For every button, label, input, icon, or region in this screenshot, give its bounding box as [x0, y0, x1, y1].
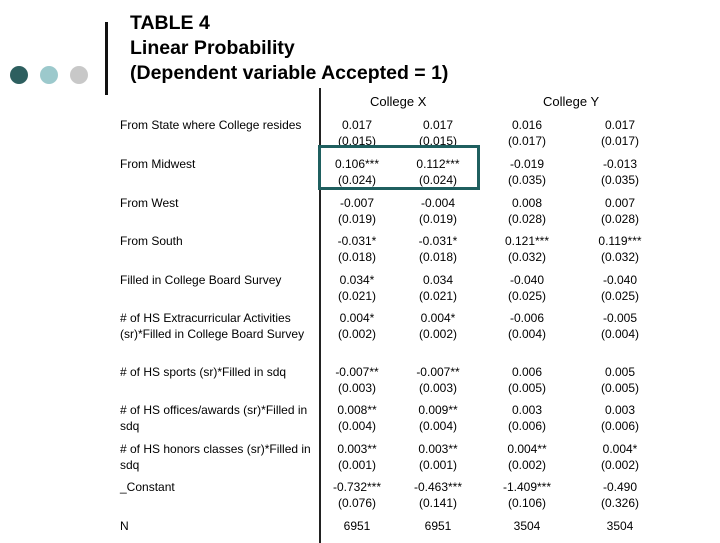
coefficient: 0.004** [507, 442, 547, 456]
coefficient: 0.121*** [504, 234, 550, 248]
row-label: From South [120, 234, 183, 248]
std-error: (0.003) [337, 381, 377, 395]
table-cell [317, 402, 397, 434]
table-cell [317, 195, 397, 227]
table-cell [398, 233, 478, 265]
row-label: # of HS honors classes (sr)*Filled in sdq [120, 442, 311, 472]
coefficient: 0.112*** [416, 157, 460, 171]
std-error: (0.019) [337, 212, 377, 226]
table-cell [487, 479, 567, 511]
std-error: (0.028) [600, 212, 640, 226]
coefficient: -0.019 [509, 157, 545, 171]
table-cell [487, 518, 567, 534]
std-error: (0.021) [418, 289, 458, 303]
std-error: (0.024) [418, 173, 458, 187]
table-cell [580, 364, 660, 396]
highlight-box [318, 145, 480, 190]
row-label: From Midwest [120, 157, 196, 171]
coefficient: -0.031* [418, 234, 458, 248]
coefficient: 0.017 [604, 118, 636, 132]
coefficient: -0.013 [602, 157, 638, 171]
coefficient: 0.034 [422, 273, 454, 287]
coefficient: -0.732*** [332, 480, 382, 494]
coefficient: -0.031* [337, 234, 377, 248]
coefficient: 0.034* [339, 273, 375, 287]
std-error: (0.001) [418, 458, 458, 472]
coefficient: 0.008 [511, 196, 543, 210]
coefficient: -0.040 [509, 273, 545, 287]
std-error: (0.017) [600, 134, 640, 148]
coefficient: 0.004* [339, 311, 375, 325]
row-label: From West [120, 196, 179, 210]
std-error: (0.015) [337, 134, 377, 148]
std-error: (0.005) [507, 381, 547, 395]
table-cell [317, 272, 397, 304]
coefficient: -0.463*** [413, 480, 463, 494]
row-label: # of HS Extracurricular Activities (sr)*Filled in College Board Survey [120, 311, 305, 341]
table-cell [487, 364, 567, 396]
std-error: (0.141) [418, 496, 458, 510]
std-error: (0.002) [418, 327, 458, 341]
std-error: (0.004) [418, 419, 458, 433]
coefficient: 0.004* [602, 442, 638, 456]
std-error: (0.326) [600, 496, 640, 510]
coefficient: 3504 [513, 519, 541, 533]
column-header-college-x: College X [370, 94, 427, 109]
coefficient: -0.007** [416, 365, 460, 379]
coefficient: -1.409*** [502, 480, 552, 494]
table-cell [487, 156, 567, 188]
table-cell [580, 518, 660, 534]
table-cell [317, 479, 397, 511]
table-cell [580, 479, 660, 511]
title-line: (Dependent variable Accepted = 1) [130, 62, 449, 84]
table-cell [487, 441, 567, 473]
table-cell [580, 441, 660, 473]
coefficient: -0.006 [509, 311, 545, 325]
coefficient: -0.040 [602, 273, 638, 287]
table-cell [317, 441, 397, 473]
coefficient: 0.008** [337, 403, 377, 417]
std-error: (0.032) [507, 250, 547, 264]
table-cell [317, 518, 397, 534]
coefficient: -0.005 [602, 311, 638, 325]
std-error: (0.076) [337, 496, 377, 510]
table-cell [398, 402, 478, 434]
coefficient: 3504 [606, 519, 634, 533]
table-cell [580, 117, 660, 149]
std-error: (0.004) [337, 419, 377, 433]
table-cell [398, 272, 478, 304]
title-divider [105, 22, 108, 95]
std-error: (0.024) [337, 173, 377, 187]
table-cell [398, 441, 478, 473]
table-cell [487, 195, 567, 227]
coefficient: 0.006 [511, 365, 543, 379]
std-error: (0.006) [507, 419, 547, 433]
coefficient: 0.016 [511, 118, 543, 132]
coefficient: 6951 [424, 519, 452, 533]
table-cell [487, 310, 567, 342]
table-cell [487, 272, 567, 304]
table-cell [398, 195, 478, 227]
std-error: (0.035) [600, 173, 640, 187]
table-cell [487, 402, 567, 434]
row-label: # of HS sports (sr)*Filled in sdq [120, 365, 287, 379]
coefficient: -0.490 [602, 480, 638, 494]
std-error: (0.025) [600, 289, 640, 303]
coefficient: 0.003 [511, 403, 543, 417]
bullet-dot-2 [40, 66, 58, 84]
table-cell [317, 364, 397, 396]
coefficient: 0.003 [604, 403, 636, 417]
table-cell [398, 479, 478, 511]
std-error: (0.017) [507, 134, 547, 148]
std-error: (0.001) [337, 458, 377, 472]
table-cell [580, 195, 660, 227]
table-cell [580, 272, 660, 304]
coefficient: 0.106*** [334, 157, 380, 171]
coefficient: 0.017 [341, 118, 373, 132]
coefficient: 0.005 [604, 365, 636, 379]
coefficient: 0.003** [337, 442, 377, 456]
row-label: Filled in College Board Survey [120, 273, 282, 287]
std-error: (0.028) [507, 212, 547, 226]
std-error: (0.025) [507, 289, 547, 303]
coefficient: 6951 [343, 519, 371, 533]
std-error: (0.019) [418, 212, 458, 226]
coefficient: 0.003** [418, 442, 458, 456]
std-error: (0.015) [418, 134, 458, 148]
std-error: (0.002) [337, 327, 377, 341]
std-error: (0.106) [507, 496, 547, 510]
table-cell [398, 518, 478, 534]
coefficient: -0.007** [335, 365, 379, 379]
bullet-dot-1 [10, 66, 28, 84]
table-cell [580, 402, 660, 434]
std-error: (0.032) [600, 250, 640, 264]
table-cell [398, 364, 478, 396]
coefficient: -0.007 [339, 196, 375, 210]
table-cell [580, 310, 660, 342]
std-error: (0.005) [600, 381, 640, 395]
row-label: # of HS offices/awards (sr)*Filled in sdq [120, 403, 308, 433]
coefficient: 0.009** [418, 403, 458, 417]
std-error: (0.018) [418, 250, 458, 264]
coefficient: 0.017 [422, 118, 454, 132]
bullet-dot-3 [70, 66, 88, 84]
title-line: TABLE 4 [130, 12, 210, 34]
table-cell [580, 156, 660, 188]
std-error: (0.002) [507, 458, 547, 472]
table-cell [487, 233, 567, 265]
row-label: N [120, 519, 129, 533]
std-error: (0.004) [600, 327, 640, 341]
coefficient: -0.004 [420, 196, 456, 210]
column-header-college-y: College Y [543, 94, 600, 109]
std-error: (0.018) [337, 250, 377, 264]
slide-title [130, 11, 448, 86]
table-cell [487, 117, 567, 149]
title-line: Linear Probability [130, 37, 295, 59]
std-error: (0.035) [507, 173, 547, 187]
table-cell [317, 310, 397, 342]
std-error: (0.002) [600, 458, 640, 472]
table-cell [398, 310, 478, 342]
coefficient: 0.119*** [598, 234, 642, 248]
row-label: From State where College resides [120, 118, 302, 132]
std-error: (0.021) [337, 289, 377, 303]
row-label: _Constant [120, 480, 175, 494]
coefficient: 0.007 [604, 196, 636, 210]
table-cell [580, 233, 660, 265]
std-error: (0.003) [418, 381, 458, 395]
coefficient: 0.004* [420, 311, 456, 325]
std-error: (0.004) [507, 327, 547, 341]
std-error: (0.006) [600, 419, 640, 433]
table-cell [317, 233, 397, 265]
